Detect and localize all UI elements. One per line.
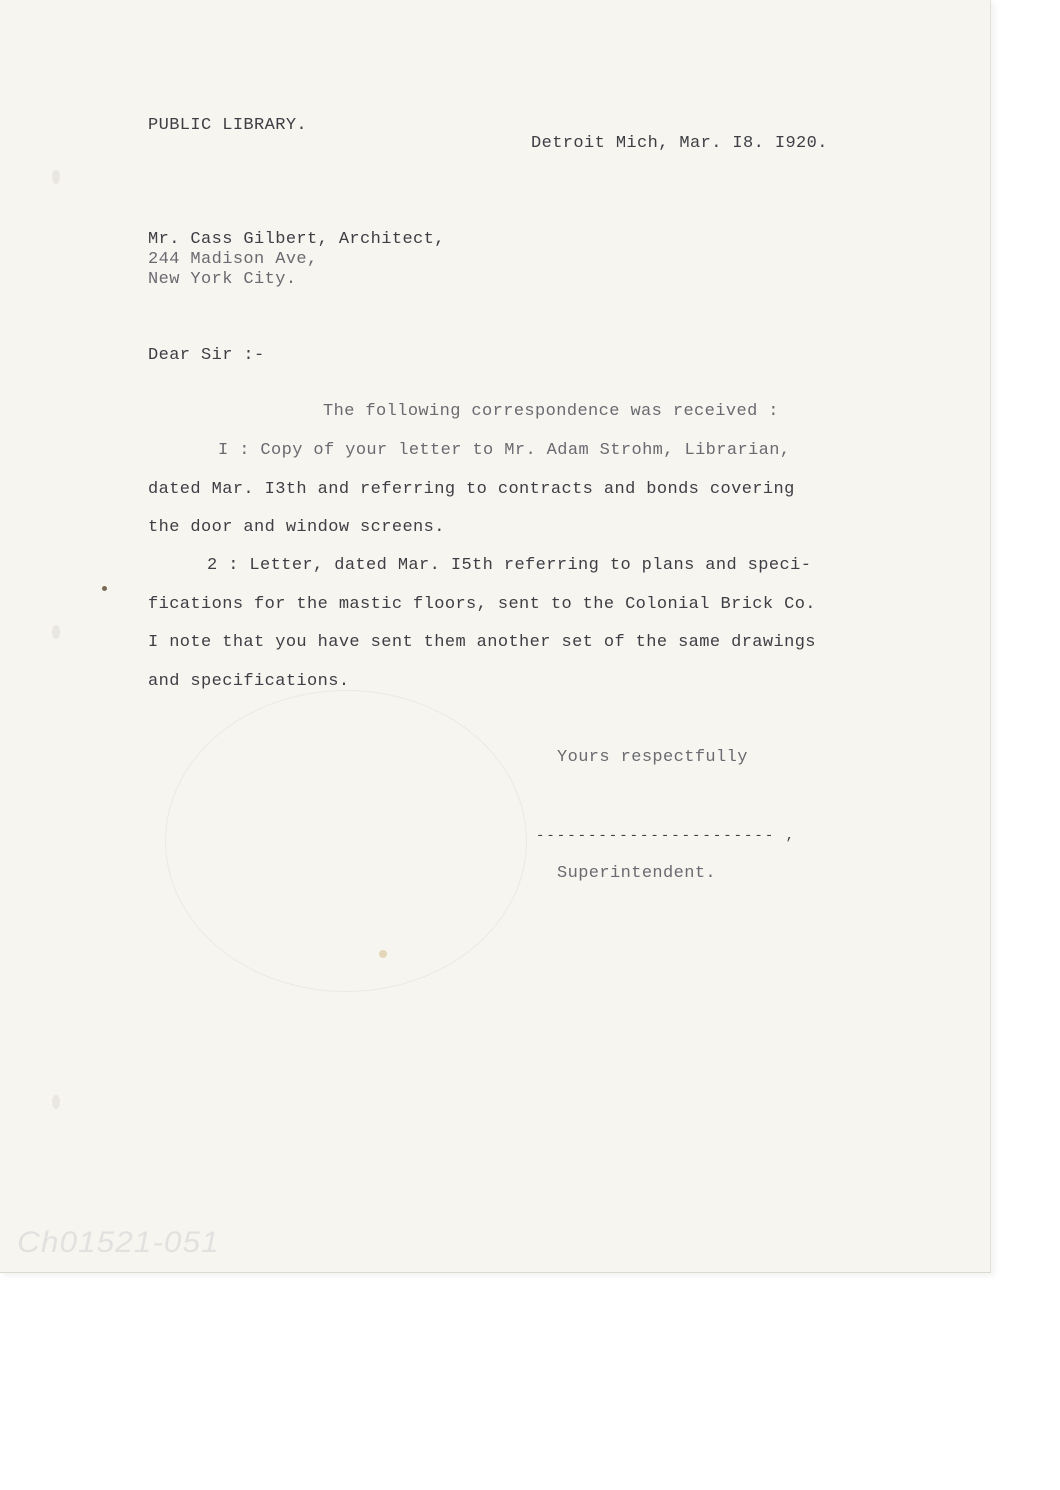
- archive-number: Ch01521-051: [17, 1226, 220, 1259]
- signature-title: Superintendent.: [557, 864, 717, 883]
- ink-speck: [102, 586, 107, 591]
- closing: Yours respectfully: [557, 748, 748, 767]
- item1-line3: the door and window screens.: [148, 518, 445, 537]
- signature-line: ----------------------- ,: [536, 828, 797, 844]
- recipient-street: 244 Madison Ave,: [148, 250, 318, 269]
- item2-line1: 2 : Letter, dated Mar. I5th referring to plans and speci-: [207, 556, 812, 575]
- letterhead: PUBLIC LIBRARY.: [148, 116, 308, 135]
- salutation: Dear Sir :-: [148, 346, 265, 365]
- punch-hole-top: [52, 170, 60, 184]
- recipient-city: New York City.: [148, 270, 297, 289]
- item1-line2: dated Mar. I3th and referring to contracts and bonds covering: [148, 480, 795, 499]
- recipient-name: Mr. Cass Gilbert, Architect,: [148, 230, 445, 249]
- item2-line2: fications for the mastic floors, sent to the Colonial Brick Co.: [148, 595, 816, 614]
- item1-line1: I : Copy of your letter to Mr. Adam Strohm, Librarian,: [218, 441, 791, 460]
- item2-line4: and specifications.: [148, 672, 350, 691]
- punch-hole-bottom: [52, 1095, 60, 1109]
- item2-line3: I note that you have sent them another set of the same drawings: [148, 633, 816, 652]
- punch-hole-middle: [52, 625, 60, 639]
- body-intro: The following correspondence was received :: [323, 402, 779, 421]
- faint-stain-ring: [165, 690, 527, 992]
- dateline: Detroit Mich, Mar. I8. I920.: [531, 134, 828, 153]
